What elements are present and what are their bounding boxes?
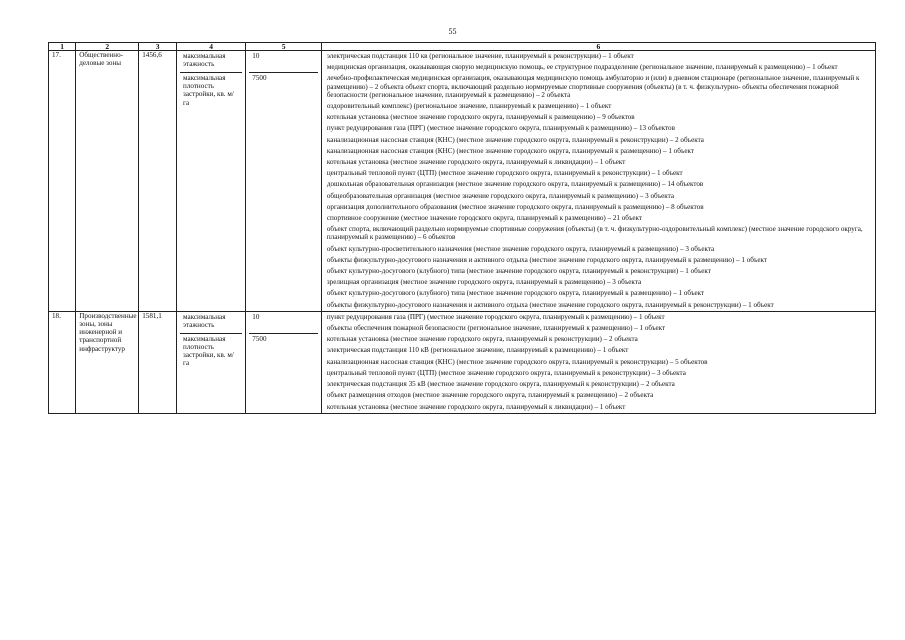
param-name: максимальная плотность застройки, кв. м/ га	[183, 74, 234, 107]
zone-name: Общественно-деловые зоны	[76, 51, 139, 312]
header-cell: 4	[177, 43, 246, 51]
list-item: электрическая подстанция 110 кв (региональное значение, планируемый к реконструкции) – 1 объект	[326, 52, 634, 60]
param-values	[246, 51, 322, 312]
list-item: пункт редуцирования газа (ПРГ) (местное значение городского округа, планируемый к размещению) – 1 объект	[326, 312, 665, 321]
param-names	[177, 311, 246, 413]
list-item: спортивное сооружение (местное значение городского округа, планируемый к размещению) – 21 объект	[326, 214, 642, 223]
header-cell: 3	[139, 43, 177, 51]
param-value: 10	[249, 51, 318, 73]
zone-area: 1456,6	[139, 51, 177, 312]
param-values	[246, 311, 322, 413]
list-item: объект размещения отходов (местное значение городского округа, планируемый к размещению) – 2 объекта	[326, 391, 654, 400]
list-item: канализационная насосная станция (КНС) (местное значение городского округа, планируемый к реконструкции) – 5 объектов	[326, 357, 708, 366]
header-cell: 5	[246, 43, 322, 51]
list-item: объекты физкультурно-досугового назначения и активного отдыха (местное значение городского округа, планируемый к реконструкции) – 1 объект	[326, 300, 774, 309]
zone-name: Производственные зоны, зоны инженерной и транспортной инфраструктур	[76, 311, 139, 413]
zones-table	[48, 42, 876, 414]
param-value: 7500	[252, 334, 267, 343]
header-cell: 1	[49, 43, 76, 51]
list-item: лечебно-профилактическая медицинская организация, оказывающая медицинскую помощь амбулаторно и (или) в дневном стационаре (региональное значение, планируемый к размещению) – 2 объекта объект спорта, включающий раздельно нормируемые спортивные сооружения (объекты) (в т. ч. физкультурно- объекты обеспечения пожарной безопасности (региональное значение, планируемый к размещению) – 2 объекта	[326, 74, 860, 99]
header-cell: 6	[321, 43, 875, 51]
header-row	[49, 43, 876, 51]
list-item: котельная установка (местное значение городского округа, планируемый к ликвидации) – 1 объект	[326, 402, 626, 411]
row-number: 17.	[49, 51, 76, 312]
table-row	[49, 311, 876, 413]
objects-list	[321, 311, 875, 413]
list-item: оздоровительный комплекс) (региональное значение, планируемый к размещению) – 1 объект	[326, 102, 612, 111]
objects-list	[321, 51, 875, 312]
list-item: объект культурно-просветительного назначения (местное значение городского округа, планируемый к размещению) – 3 объекта	[326, 244, 715, 253]
list-item: канализационная насосная станция (КНС) (местное значение городского округа, планируемый к реконструкции) – 2 объекта	[326, 135, 704, 144]
list-item: организация дополнительного образования (местное значение городского округа, планируемый к размещению) – 8 объектов	[326, 202, 704, 211]
list-item: котельная установка (местное значение городского округа, планируемый к ликвидации) – 1 объект	[326, 158, 626, 167]
param-value: 7500	[252, 74, 267, 82]
param-name: максимальная этажность	[180, 312, 242, 334]
list-item: котельная установка (местное значение городского округа, планируемый к реконструкции) – 2 объекта	[326, 335, 638, 344]
list-item: центральный тепловой пункт (ЦТП) (местное значение городского округа, планируемый к реконструкции) – 1 объект	[326, 169, 683, 178]
list-item: центральный тепловой пункт (ЦТП) (местное значение городского округа, планируемый к реконструкции) – 3 объекта	[326, 368, 686, 377]
list-item: канализационная насосная станция (КНС) (местное значение городского округа, планируемый к размещению) – 1 объект	[326, 146, 694, 155]
param-name: максимальная плотность застройки, кв. м/ га	[183, 334, 234, 368]
list-item: пункт редуцирования газа (ПРГ) (местное значение городского округа, планируемый к размещению) – 13 объектов	[326, 124, 675, 133]
header-cell: 2	[76, 43, 139, 51]
param-value: 10	[249, 312, 318, 334]
list-item: объект культурно-досугового (клубного) типа (местное значение городского округа, планируемый к размещению) – 1 объект	[326, 289, 705, 298]
list-item: котельная установка (местное значение городского округа, планируемый к размещению) – 9 объектов	[326, 113, 635, 122]
zone-area: 1581,1	[139, 311, 177, 413]
list-item: зрелищная организация (местное значение городского округа, планируемый к размещению) – 3 объекта	[326, 278, 642, 287]
list-item: объект культурно-досугового (клубного) типа (местное значение городского округа, планируемый к реконструкции) – 1 объект	[326, 267, 711, 276]
list-item: объект спорта, включающий раздельно нормируемые спортивные сооружения (объекты) (в т. ч. физкультурно-оздоровительный комплекс) (местное значение городского округа, планируемый к размещению) – 6 объектов	[326, 225, 863, 242]
param-names	[177, 51, 246, 312]
list-item: электрическая подстанция 35 кВ (местное значение городского округа, планируемый к реконструкции) – 2 объекта	[326, 380, 675, 389]
param-name: максимальная этажность	[180, 51, 242, 73]
row-number: 18.	[49, 311, 76, 413]
list-item: медицинская организация, оказывающая скорую медицинскую помощь, ее структурное подразделение (региональное значение, планируемый к размещению) – 1 объект	[326, 63, 838, 72]
page-number: 55	[448, 27, 457, 36]
list-item: дошкольная образовательная организация (местное значение городского округа, планируемый к размещению) – 14 объектов	[326, 180, 704, 189]
list-item: общеобразовательная организация (местное значение городского округа, планируемый к размещению) – 3 объекта	[326, 191, 674, 200]
list-item: электрическая подстанция 110 кВ (региональное значение, планируемый к размещению) – 1 объект	[326, 346, 629, 355]
list-item: объекты физкультурно-досугового назначения и активного отдыха (местное значение городского округа, планируемый к размещению) – 1 объект	[326, 255, 767, 264]
table-row	[49, 51, 876, 312]
list-item: объекты обеспечения пожарной безопасности (региональное значение, планируемый к размещению) – 1 объект	[326, 324, 666, 333]
